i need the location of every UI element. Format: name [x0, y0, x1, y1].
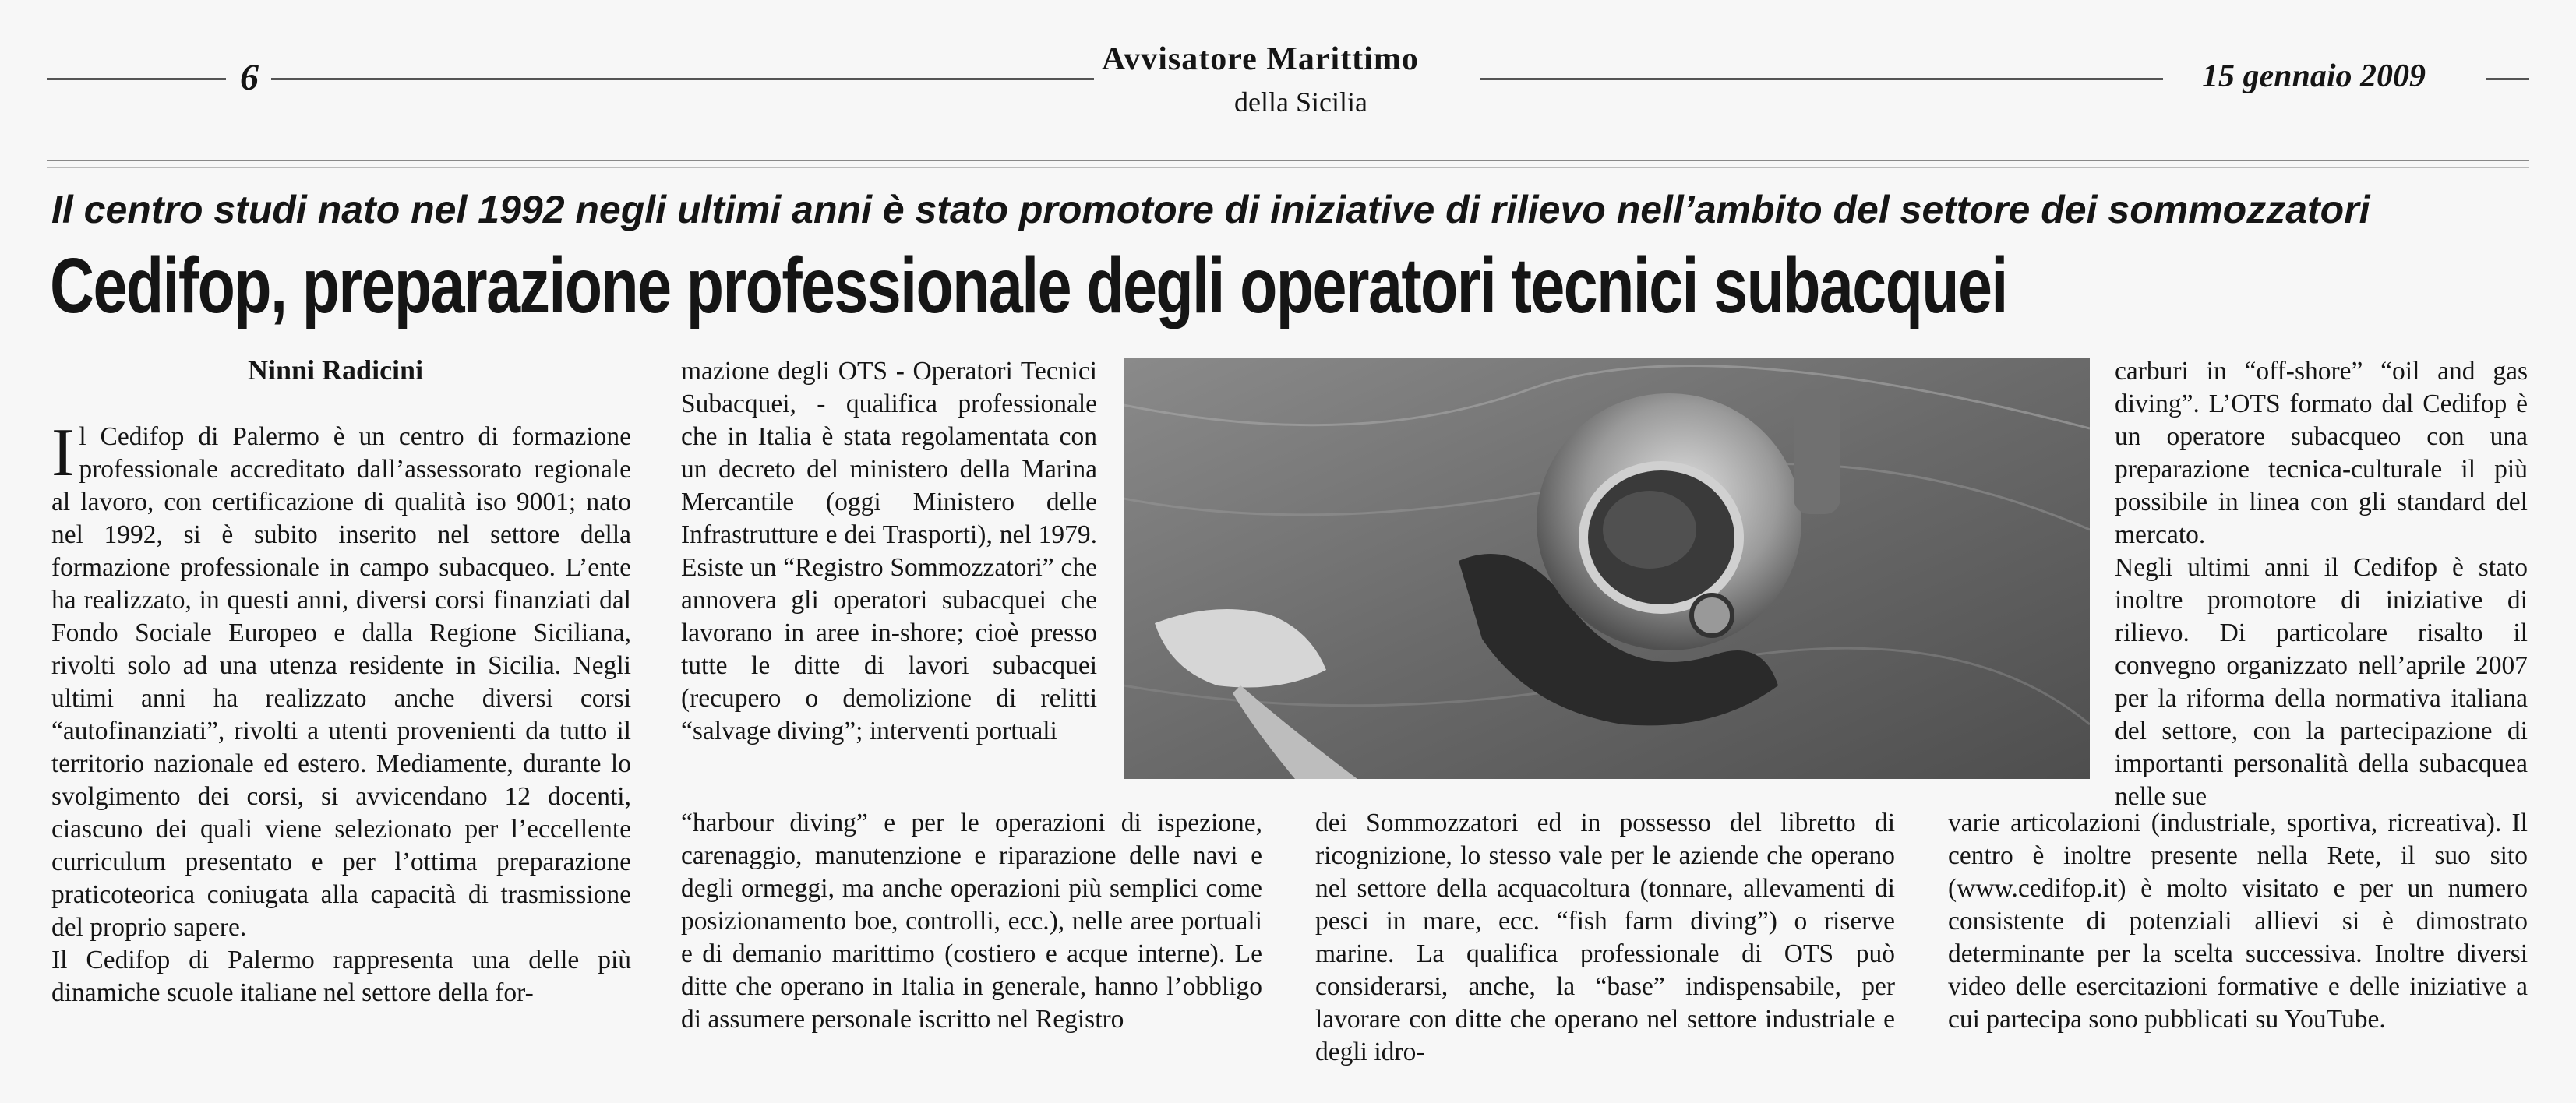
article-paragraph: carburi in “off-shore” “oil and gas diving”. L’OTS formato dal Cedifop è un operatore subacqueo con una preparazione tecnica-culturale il più possibile in linea con gli standard del mercato. [2115, 357, 2528, 549]
article-byline: Ninni Radicini [248, 354, 424, 386]
diver-photo [1124, 358, 2090, 779]
paragraph-text: l Cedifop di Palermo è un centro di formazione professionale accreditato dall’assessorato regionale al lavoro, con certificazione di qualità iso 9001; nato nel 1992, si è subito inserito nel settore della formazione professionale in campo subacqueo. L’ente ha realizzato, in questi anni, diversi corsi finanziati dal Fondo Sociale Europeo e dalla Regione Siciliana, rivolti solo ad una utenza residente in Sicilia. Negli ultimi anni ha realizzato anche diversi corsi “autofinanziati”, rivolti a utenti provenienti da tutto il territorio nazionale ed estero. Mediamente, durante lo svolgimento dei corsi, si avvicendano 12 docenti, ciascuno dei quali viene selezionato per l’eccellente curriculum presentato e per l’ottima preparazione praticoteorica coniugata alla capacità di trasmissione del proprio sapere. [51, 422, 631, 942]
masthead-separator [47, 160, 2529, 161]
page-number: 6 [240, 57, 259, 98]
drop-cap: I [51, 415, 75, 491]
masthead-rule-left [47, 78, 226, 80]
article-paragraph: varie articolazioni (industriale, sportiva, ricreativa). Il centro è inoltre presente nella Rete, il suo sito (www.cedifop.it) è molto visitato e per un numero consistente di potenziali allievi si è dimostrato determinante per la scelta successiva. Inoltre diversi video delle esercitazioni formative e delle iniziative a cui partecipa sono pubblicati su YouTube. [1948, 809, 2528, 1034]
masthead-rule-mid-left [271, 78, 1094, 80]
article-paragraph: Negli ultimi anni il Cedifop è stato inoltre promotore di iniziative di rilievo. Di particolare risalto il convegno organizzato nell’aprile 2007 per la riforma della normativa italiana del settore, con la partecipazione di importanti personalità della subacquea nelle sue [2115, 553, 2528, 811]
article-paragraph: “harbour diving” e per le operazioni di ispezione, carenaggio, manutenzione e riparazione delle navi e degli ormeggi, ma anche operazioni più semplici come posizionamento boe, controlli, ecc.), nelle aree portuali e di demanio marittimo (costiero e acque interne). Le ditte che operano in Italia in generale, hanno l’obbligo di assumere personale iscritto nel Registro [681, 809, 1262, 1034]
article-paragraph: dei Sommozzatori ed in possesso del libretto di ricognizione, lo stesso vale per le aziende che operano nel settore della acquacoltura (tonnare, allevamenti di pesci in mare, ecc. “fish farm diving”) o riserve marine. La qualifica professionale di OTS può considerarsi, anche, la “base” indispensabile, per lavorare con ditte che operano nel settore industriale e degli idro- [1315, 809, 1895, 1066]
article-paragraph: Il Cedifop di Palermo rappresenta una delle più dinamiche scuole italiane nel settore della for- [51, 946, 631, 1007]
article-column-2-top [681, 355, 1097, 748]
masthead-rule-mid-right [1480, 78, 2163, 80]
article-column-4-bottom [1948, 807, 2528, 1036]
newspaper-title: Avvisatore Marittimo [1102, 41, 1419, 77]
article-column-3 [1315, 807, 1895, 1069]
article-paragraph [51, 415, 631, 944]
masthead-rule-right [2486, 78, 2529, 80]
article-column-2-bottom [681, 807, 1262, 1036]
newspaper-subtitle: della Sicilia [1234, 86, 1367, 118]
article-column-1 [51, 415, 631, 1010]
article-paragraph: mazione degli OTS - Operatori Tecnici Subacquei, - qualifica professionale che in Italia è stata regolamentata con un decreto del ministero della Marina Mercantile (oggi Ministero delle Infrastrutture e dei Trasporti), nel 1979. Esiste un “Registro Sommozzatori” che annovera gli operatori subacquei che lavorano in aree in-shore; cioè presso tutte le ditte di lavori subacquei (recupero o demolizione di relitti “salvage diving”; interventi portuali [681, 357, 1097, 745]
masthead-separator-2 [47, 167, 2529, 168]
article-headline: Cedifop, preparazione professionale degli operatori tecnici subacquei [50, 242, 2007, 329]
article-kicker: Il centro studi nato nel 1992 negli ultimi anni è stato promotore di iniziative di rilievo nell’ambito del settore dei sommozzatori [51, 188, 2370, 231]
diver-helmet-illustration [1124, 358, 2090, 779]
issue-date: 15 gennaio 2009 [2202, 58, 2426, 94]
article-column-4-top [2115, 355, 2528, 813]
